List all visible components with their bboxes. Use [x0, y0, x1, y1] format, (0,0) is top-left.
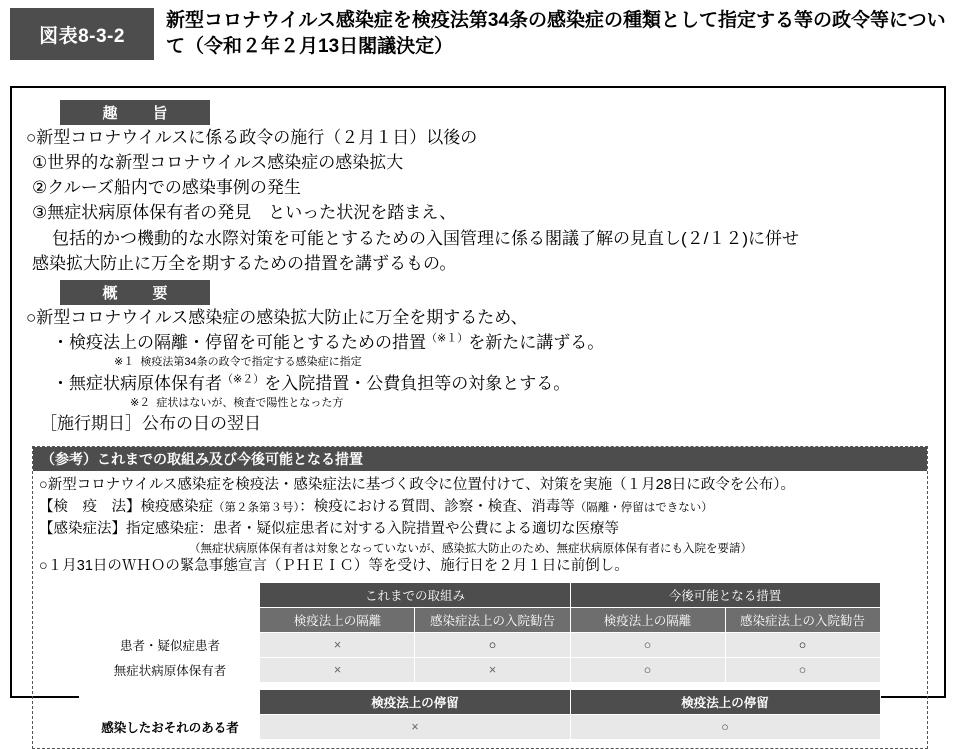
quarantine-law-paren: （第２条第３号） [213, 501, 300, 514]
purpose-line-6: 感染拡大防止に万全を期するための措置を講ずるもの。 [32, 253, 457, 273]
detention-col-header-2: 検疫法上の停留 [570, 690, 880, 715]
row-label-suspected-contact: 感染したおそれのある者 [80, 715, 260, 740]
reference-line-2 [39, 497, 921, 519]
cell-r1c3: ○ [570, 633, 725, 658]
infection-law-head: 【感染症法】 [39, 520, 126, 537]
table-corner-cell-2 [80, 608, 260, 633]
table-column-header-row [80, 608, 880, 633]
col-header-3: 検疫法上の隔離 [570, 608, 725, 633]
outline-item-1-text: ・検疫法上の隔離・停留を可能とするための措置 [52, 333, 426, 353]
reference-line-1: ○新型コロナウイルス感染症を検疫法・感染症法に基づく政令に位置付けて、対策を実施（１月28日に政令を公布）。 [39, 477, 795, 493]
outline-note-2-text: 症状はないが、検査で陽性となった方 [156, 396, 344, 409]
figure-content [26, 100, 930, 735]
quarantine-law-note: （隔離・停留はできない） [574, 501, 713, 514]
quarantine-law-body: 検疫感染症 [140, 498, 213, 515]
reference-label: （参考）これまでの取組み及び今後可能となる措置 [33, 447, 927, 471]
reference-line-4: ○１月31日のＷＨＯの緊急事態宣言（ＰＨＥＩＣ）等を受け、施行日を２月１日に前倒し。 [39, 558, 629, 575]
group-header-future: 今後可能となる措置 [570, 583, 880, 608]
outline-item-1 [52, 330, 930, 355]
figure-page [0, 8, 956, 735]
outline-item-2 [52, 371, 930, 396]
table-row [80, 633, 880, 658]
group-header-past: これまでの取組み [260, 583, 570, 608]
outline-item-1-superscript: （※１） [426, 332, 469, 345]
figure-header [10, 8, 946, 60]
detention-corner-cell [80, 690, 260, 715]
col-header-2: 感染症法上の入院勧告 [415, 608, 570, 633]
outline-label: 概 要 [60, 280, 210, 305]
outline-note-1 [114, 355, 930, 370]
infection-law-body: 指定感染症：患者・疑似症患者に対する入院措置や公費による適切な医療等 [126, 520, 619, 537]
outline-item-2-tail: を入院措置・公費負担等の対象とする。 [264, 373, 571, 393]
table-row [80, 715, 880, 740]
page-title: 新型コロナウイルス感染症を検疫法第34条の感染症の種類として指定する等の政令等について（令和２年２月13日閣議決定） [166, 10, 946, 58]
cell-r1c2: ○ [415, 633, 570, 658]
table-corner-cell [80, 583, 260, 608]
cell-r2c4: ○ [725, 658, 880, 683]
outline-line-1: ○新型コロナウイルス感染症の感染拡大防止に万全を期するため、 [26, 307, 528, 327]
row-label-asymptomatic: 無症状病原体保有者 [80, 658, 260, 683]
figure-number: 図表8-3-2 [10, 8, 154, 60]
purpose-section-header [60, 100, 930, 125]
quarantine-law-tail: ：検疫における質問、診察・検査、消毒等 [299, 498, 575, 515]
figure-frame [10, 86, 946, 735]
measures-table [79, 582, 880, 683]
purpose-line-4: ③無症状病原体保有者の発見 といった状況を踏まえ、 [32, 203, 457, 223]
outline-note-2 [130, 396, 930, 411]
purpose-line-5: 包括的かつ機動的な水際対策を可能とするための入国管理に係る閣議了解の見直し(２/１２)に併せ [52, 228, 800, 248]
outline-item-2-text: ・無症状病原体保有者 [52, 373, 222, 393]
cell-r2c3: ○ [570, 658, 725, 683]
cell-r2c1: × [260, 658, 415, 683]
outline-note-1-text: 検疫法第34条の政令で指定する感染症に指定 [140, 356, 362, 369]
detention-header-row [80, 690, 880, 715]
row-label-patients: 患者・疑似症患者 [80, 633, 260, 658]
cell-r2c2: × [415, 658, 570, 683]
detention-cell-r1c2: ○ [570, 715, 880, 740]
col-header-1: 検疫法上の隔離 [260, 608, 415, 633]
reference-body [33, 471, 927, 748]
col-header-4: 感染症法上の入院勧告 [725, 608, 880, 633]
cell-r1c4: ○ [725, 633, 880, 658]
cell-r1c1: × [260, 633, 415, 658]
outline-note-2-mark: ※２ [130, 396, 151, 409]
purpose-line-1: ○新型コロナウイルスに係る政令の施行（２月１日）以後の [26, 128, 478, 147]
purpose-line-3: ②クルーズ船内での感染事例の発生 [32, 178, 301, 198]
reference-line-3-note: （無症状病原体保有者は対象となっていないが、感染拡大防止のため、無症状病原体保有者にも入院を要請） [189, 543, 753, 556]
outline-item-1-tail: を新たに講ずる。 [468, 333, 605, 353]
enforcement-date: ［施行期日］公布の日の翌日 [40, 414, 261, 434]
reference-line-3 [39, 519, 921, 541]
outline-item-2-superscript: （※２） [222, 372, 265, 385]
purpose-label: 趣 旨 [60, 100, 210, 125]
detention-table [79, 689, 880, 740]
outline-note-1-mark: ※１ [114, 356, 135, 369]
purpose-line-2: ①世界的な新型コロナウイルス感染症の感染拡大 [32, 153, 404, 173]
detention-cell-r1c1: × [260, 715, 570, 740]
outline-section-header [60, 280, 930, 305]
quarantine-law-head: 【検 疫 法】 [39, 498, 141, 515]
table-group-header-row [80, 583, 880, 608]
table-row [80, 658, 880, 683]
detention-col-header-1: 検疫法上の停留 [260, 690, 570, 715]
